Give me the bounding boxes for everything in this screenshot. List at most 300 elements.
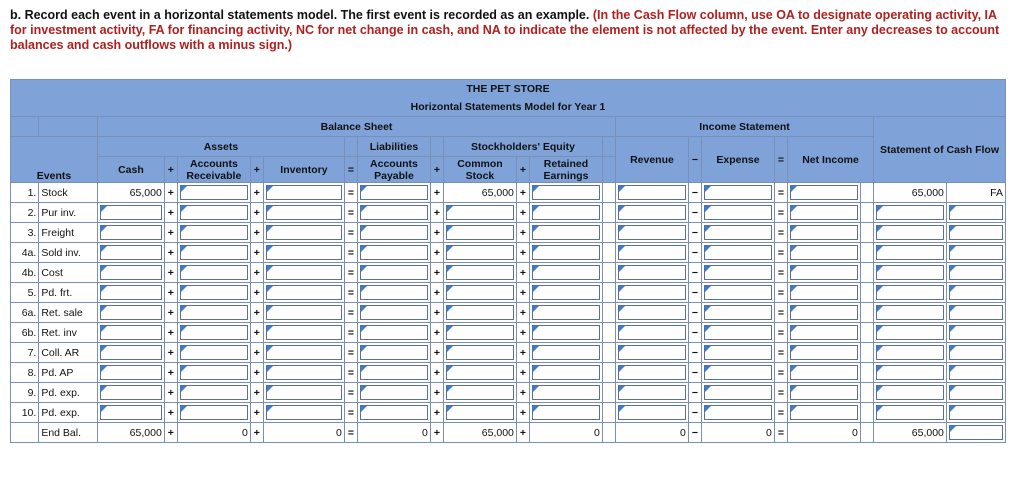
expense-cell[interactable] (702, 203, 775, 223)
cash-cell[interactable] (98, 263, 165, 283)
table-row (11, 263, 1006, 283)
retained-earnings-cell[interactable] (530, 323, 603, 343)
expense-cell-input[interactable] (704, 245, 772, 260)
cash-flow-type-cell[interactable] (946, 363, 1005, 383)
end-cash-flow-type-cell-input[interactable] (949, 425, 1003, 440)
cash-flow-cell[interactable] (874, 203, 947, 223)
inventory-cell[interactable] (263, 223, 344, 243)
cash-flow-cell-input[interactable] (876, 205, 944, 220)
cash-cell-input[interactable] (100, 205, 162, 220)
expense-cell-input[interactable] (704, 285, 772, 300)
ar-cell-input[interactable] (180, 225, 248, 240)
input-marker-icon (101, 326, 107, 332)
retained-earnings-cell[interactable] (530, 363, 603, 383)
expense-cell-input[interactable] (704, 185, 772, 200)
cash-cell[interactable] (98, 383, 165, 403)
net-income-cell[interactable] (788, 383, 861, 403)
cash-flow-cell-input[interactable] (876, 265, 944, 280)
net-income-cell[interactable] (788, 263, 861, 283)
input-marker-icon (361, 246, 367, 252)
ar-cell-input[interactable] (180, 285, 248, 300)
end-cash-flow-type-cell[interactable] (946, 423, 1005, 443)
expense-header: Expense (702, 137, 775, 183)
retained-earnings-cell[interactable] (530, 183, 603, 203)
retained-earnings-cell-input[interactable] (532, 185, 600, 200)
inventory-cell-input[interactable] (266, 265, 342, 280)
revenue-cell[interactable] (616, 283, 689, 303)
cash-flow-type-cell[interactable] (946, 263, 1005, 283)
inventory-cell-input[interactable] (266, 405, 342, 420)
ar-cell-input[interactable] (180, 385, 248, 400)
net-income-cell[interactable] (788, 203, 861, 223)
common-stock-cell[interactable] (444, 243, 517, 263)
input-marker-icon (101, 406, 107, 412)
common-stock-cell[interactable] (444, 303, 517, 323)
cash-flow-cell-input[interactable] (876, 285, 944, 300)
net-income-cell-input[interactable] (790, 385, 858, 400)
revenue-cell-input[interactable] (618, 205, 686, 220)
cash-flow-type-cell[interactable] (946, 203, 1005, 223)
retained-earnings-cell-input[interactable] (532, 325, 600, 340)
inventory-cell-input[interactable] (266, 285, 342, 300)
cash-cell[interactable] (98, 403, 165, 423)
revenue-cell[interactable] (616, 243, 689, 263)
retained-earnings-cell-input[interactable] (532, 305, 600, 320)
cash-cell-input[interactable] (100, 265, 162, 280)
retained-earnings-cell-input[interactable] (532, 265, 600, 280)
revenue-cell[interactable] (616, 363, 689, 383)
common-stock-cell-input[interactable] (446, 405, 514, 420)
minus-op: − (688, 363, 701, 383)
ap-cell-input[interactable] (360, 185, 428, 200)
net-income-cell-input[interactable] (790, 345, 858, 360)
table-row (11, 183, 1006, 203)
net-income-cell[interactable] (788, 323, 861, 343)
common-stock-cell-input[interactable] (446, 265, 514, 280)
plus-op: + (250, 403, 263, 423)
net-income-cell-input[interactable] (790, 265, 858, 280)
cash-flow-type-cell-input[interactable] (949, 325, 1003, 340)
common-stock-cell-input[interactable] (446, 205, 514, 220)
ap-cell-input[interactable] (360, 305, 428, 320)
cash-flow-cell-input[interactable] (876, 405, 944, 420)
retained-earnings-cell-input[interactable] (532, 405, 600, 420)
cash-cell[interactable] (98, 223, 165, 243)
revenue-cell-input[interactable] (618, 225, 686, 240)
common-stock-cell-input[interactable] (446, 225, 514, 240)
ap-cell[interactable] (358, 243, 431, 263)
expense-cell-input[interactable] (704, 225, 772, 240)
inventory-cell[interactable] (263, 403, 344, 423)
revenue-cell[interactable] (616, 183, 689, 203)
cash-flow-cell-input[interactable] (876, 245, 944, 260)
cash-flow-cell-input[interactable] (876, 345, 944, 360)
expense-cell-input[interactable] (704, 405, 772, 420)
input-marker-icon (791, 346, 797, 352)
inventory-cell-input[interactable] (266, 185, 342, 200)
ap-cell-input[interactable] (360, 205, 428, 220)
ap-cell[interactable] (358, 303, 431, 323)
ar-cell[interactable] (177, 303, 250, 323)
revenue-cell-input[interactable] (618, 245, 686, 260)
expense-cell[interactable] (702, 323, 775, 343)
common-stock-cell-input[interactable] (446, 245, 514, 260)
cash-flow-type-cell[interactable] (946, 403, 1005, 423)
ap-cell[interactable] (358, 263, 431, 283)
ar-cell-input[interactable] (180, 365, 248, 380)
cash-flow-cell[interactable] (874, 403, 947, 423)
ar-cell[interactable] (177, 223, 250, 243)
ap-cell[interactable] (358, 343, 431, 363)
cash-flow-cell[interactable] (874, 323, 947, 343)
ap-cell[interactable] (358, 283, 431, 303)
ar-cell[interactable] (177, 383, 250, 403)
inventory-cell-input[interactable] (266, 365, 342, 380)
common-stock-cell[interactable] (444, 283, 517, 303)
ar-cell-input[interactable] (180, 405, 248, 420)
common-stock-cell[interactable] (444, 203, 517, 223)
cash-cell-input[interactable] (100, 325, 162, 340)
net-income-cell-input[interactable] (790, 285, 858, 300)
ar-cell-input[interactable] (180, 205, 248, 220)
ap-cell[interactable] (358, 223, 431, 243)
common-stock-cell[interactable] (444, 363, 517, 383)
net-income-cell-input[interactable] (790, 405, 858, 420)
common-stock-cell-input[interactable] (446, 345, 514, 360)
retained-earnings-cell[interactable] (530, 263, 603, 283)
cash-cell-input[interactable] (100, 225, 162, 240)
common-stock-cell[interactable] (444, 343, 517, 363)
revenue-cell-input[interactable] (618, 265, 686, 280)
ar-cell[interactable] (177, 263, 250, 283)
common-stock-cell[interactable] (444, 223, 517, 243)
net-income-cell-input[interactable] (790, 185, 858, 200)
retained-earnings-cell[interactable] (530, 203, 603, 223)
ar-cell[interactable] (177, 343, 250, 363)
ar-cell[interactable] (177, 203, 250, 223)
revenue-cell[interactable] (616, 383, 689, 403)
expense-cell[interactable] (702, 223, 775, 243)
retained-earnings-cell-input[interactable] (532, 365, 600, 380)
ar-cell[interactable] (177, 363, 250, 383)
cash-flow-type-cell-input[interactable] (949, 385, 1003, 400)
ap-cell[interactable] (358, 383, 431, 403)
expense-cell[interactable] (702, 183, 775, 203)
ar-cell-input[interactable] (180, 185, 248, 200)
inventory-cell-input[interactable] (266, 205, 342, 220)
end-inventory: 0 (263, 423, 344, 443)
inventory-cell[interactable] (263, 363, 344, 383)
revenue-cell-input[interactable] (618, 345, 686, 360)
ap-cell[interactable] (358, 323, 431, 343)
ap-cell-input[interactable] (360, 225, 428, 240)
revenue-cell[interactable] (616, 403, 689, 423)
net-income-cell-input[interactable] (790, 205, 858, 220)
input-marker-icon (950, 206, 956, 212)
ap-cell[interactable] (358, 183, 431, 203)
cash-cell-input[interactable] (100, 285, 162, 300)
cash-flow-cell[interactable] (874, 263, 947, 283)
retained-earnings-cell-input[interactable] (532, 205, 600, 220)
input-marker-icon (619, 286, 625, 292)
cash-flow-type-cell-input[interactable] (949, 345, 1003, 360)
ap-cell[interactable] (358, 203, 431, 223)
input-marker-icon (181, 286, 187, 292)
ar-cell[interactable] (177, 183, 250, 203)
inventory-cell[interactable] (263, 283, 344, 303)
retained-earnings-cell[interactable] (530, 243, 603, 263)
net-income-cell-input[interactable] (790, 365, 858, 380)
common-stock-cell[interactable] (444, 403, 517, 423)
expense-cell-input[interactable] (704, 345, 772, 360)
plus-op: + (164, 423, 177, 443)
cash-flow-cell-input[interactable] (876, 365, 944, 380)
inventory-cell-input[interactable] (266, 245, 342, 260)
expense-cell[interactable] (702, 303, 775, 323)
inventory-cell-input[interactable] (266, 325, 342, 340)
ap-cell-input[interactable] (360, 345, 428, 360)
input-marker-icon (533, 326, 539, 332)
ar-cell[interactable] (177, 323, 250, 343)
cash-flow-cell[interactable] (874, 363, 947, 383)
cash-flow-cell[interactable] (874, 303, 947, 323)
cash-cell-input[interactable] (100, 385, 162, 400)
inventory-cell[interactable] (263, 343, 344, 363)
expense-cell-input[interactable] (704, 365, 772, 380)
input-marker-icon (950, 266, 956, 272)
ar-cell[interactable] (177, 283, 250, 303)
common-stock-cell-input[interactable] (446, 305, 514, 320)
end-cash-flow: 65,000 (874, 423, 947, 443)
expense-cell[interactable] (702, 383, 775, 403)
revenue-cell-input[interactable] (618, 405, 686, 420)
inventory-cell[interactable] (263, 183, 344, 203)
cash-flow-cell[interactable] (874, 243, 947, 263)
cash-flow-type-cell-input[interactable] (949, 365, 1003, 380)
cash-cell[interactable] (98, 363, 165, 383)
expense-cell[interactable] (702, 403, 775, 423)
net-income-cell[interactable] (788, 223, 861, 243)
expense-cell[interactable] (702, 343, 775, 363)
ar-cell-input[interactable] (180, 245, 248, 260)
inventory-cell-input[interactable] (266, 225, 342, 240)
input-marker-icon (619, 226, 625, 232)
revenue-cell-input[interactable] (618, 365, 686, 380)
cash-flow-type-cell[interactable] (946, 343, 1005, 363)
cash-flow-cell[interactable] (874, 283, 947, 303)
cash-flow-cell[interactable] (874, 383, 947, 403)
cash-cell-input[interactable] (100, 305, 162, 320)
cash-cell[interactable] (98, 243, 165, 263)
cash-flow-type-cell-input[interactable] (949, 225, 1003, 240)
cash-flow-type-cell[interactable] (946, 243, 1005, 263)
inventory-cell[interactable] (263, 203, 344, 223)
ar-cell-input[interactable] (180, 305, 248, 320)
ar-cell[interactable] (177, 403, 250, 423)
input-marker-icon (705, 226, 711, 232)
net-income-cell-input[interactable] (790, 225, 858, 240)
plus-op: + (430, 223, 443, 243)
cash-cell-input[interactable] (100, 245, 162, 260)
retained-earnings-cell-input[interactable] (532, 385, 600, 400)
cash-flow-cell-input[interactable] (876, 305, 944, 320)
input-marker-icon (619, 326, 625, 332)
cash-flow-type-cell[interactable] (946, 283, 1005, 303)
cash-flow-type-cell[interactable] (946, 303, 1005, 323)
revenue-cell[interactable] (616, 203, 689, 223)
expense-cell-input[interactable] (704, 205, 772, 220)
retained-earnings-cell-input[interactable] (532, 225, 600, 240)
cash-flow-type-cell-input[interactable] (949, 245, 1003, 260)
input-marker-icon (447, 346, 453, 352)
retained-earnings-cell[interactable] (530, 343, 603, 363)
cash-flow-type-cell-input[interactable] (949, 265, 1003, 280)
inventory-cell-input[interactable] (266, 385, 342, 400)
input-marker-icon (181, 386, 187, 392)
ap-cell-input[interactable] (360, 245, 428, 260)
inventory-cell-input[interactable] (266, 345, 342, 360)
inventory-cell[interactable] (263, 383, 344, 403)
revenue-cell-input[interactable] (618, 185, 686, 200)
ap-cell-input[interactable] (360, 385, 428, 400)
revenue-cell-input[interactable] (618, 285, 686, 300)
expense-cell-input[interactable] (704, 325, 772, 340)
expense-cell-input[interactable] (704, 305, 772, 320)
expense-cell-input[interactable] (704, 385, 772, 400)
revenue-cell[interactable] (616, 343, 689, 363)
input-marker-icon (619, 406, 625, 412)
retained-earnings-cell-input[interactable] (532, 245, 600, 260)
cash-cell[interactable] (98, 303, 165, 323)
revenue-cell-input[interactable] (618, 305, 686, 320)
cash-flow-cell-input[interactable] (876, 225, 944, 240)
plus-op: + (430, 183, 443, 203)
plus-op: + (516, 183, 529, 203)
common-stock-cell[interactable] (444, 383, 517, 403)
cash-flow-type-cell[interactable] (946, 323, 1005, 343)
ap-cell-input[interactable] (360, 285, 428, 300)
inventory-cell-input[interactable] (266, 305, 342, 320)
ap-cell[interactable] (358, 363, 431, 383)
inventory-cell[interactable] (263, 303, 344, 323)
cash-flow-type-cell[interactable] (946, 223, 1005, 243)
expense-cell-input[interactable] (704, 265, 772, 280)
table-row (11, 283, 1006, 303)
revenue-cell-input[interactable] (618, 385, 686, 400)
common-stock-cell-input[interactable] (446, 365, 514, 380)
cash-cell[interactable] (98, 283, 165, 303)
retained-earnings-cell-input[interactable] (532, 345, 600, 360)
common-stock-cell-input[interactable] (446, 385, 514, 400)
cash-flow-cell-input[interactable] (876, 325, 944, 340)
retained-earnings-cell[interactable] (530, 223, 603, 243)
cash-cell-input[interactable] (100, 365, 162, 380)
input-marker-icon (877, 226, 883, 232)
ap-cell-input[interactable] (360, 265, 428, 280)
input-marker-icon (181, 266, 187, 272)
cash-cell[interactable] (98, 203, 165, 223)
common-stock-cell[interactable] (444, 323, 517, 343)
net-income-cell[interactable] (788, 183, 861, 203)
net-income-cell-input[interactable] (790, 325, 858, 340)
plus-op: + (430, 383, 443, 403)
event-name: Stock (39, 183, 98, 203)
ar-cell-input[interactable] (180, 345, 248, 360)
cash-cell[interactable] (98, 343, 165, 363)
net-income-cell-input[interactable] (790, 245, 858, 260)
common-stock-cell[interactable] (444, 263, 517, 283)
cash-flow-type-cell-input[interactable] (949, 305, 1003, 320)
ap-cell[interactable] (358, 403, 431, 423)
cash-flow-cell[interactable] (874, 343, 947, 363)
expense-cell[interactable] (702, 263, 775, 283)
ar-cell-input[interactable] (180, 325, 248, 340)
net-income-cell[interactable] (788, 363, 861, 383)
cash-flow-cell[interactable] (874, 223, 947, 243)
revenue-cell[interactable] (616, 303, 689, 323)
ap-cell-input[interactable] (360, 365, 428, 380)
cash-cell[interactable] (98, 323, 165, 343)
common-stock-cell-input[interactable] (446, 325, 514, 340)
input-marker-icon (267, 206, 273, 212)
expense-cell[interactable] (702, 283, 775, 303)
input-marker-icon (101, 206, 107, 212)
expense-cell[interactable] (702, 363, 775, 383)
ap-cell-input[interactable] (360, 325, 428, 340)
revenue-cell[interactable] (616, 263, 689, 283)
retained-earnings-cell[interactable] (530, 303, 603, 323)
input-marker-icon (950, 226, 956, 232)
expense-cell[interactable] (702, 243, 775, 263)
ar-cell[interactable] (177, 243, 250, 263)
cash-cell-input[interactable] (100, 345, 162, 360)
plus-op: + (516, 263, 529, 283)
cash-cell-input[interactable] (100, 405, 162, 420)
inventory-cell[interactable] (263, 323, 344, 343)
cash-flow-type-cell-input[interactable] (949, 205, 1003, 220)
revenue-cell[interactable] (616, 323, 689, 343)
retained-earnings-cell[interactable] (530, 383, 603, 403)
common-stock-cell-input[interactable] (446, 285, 514, 300)
plus-op: + (516, 363, 529, 383)
input-marker-icon (533, 366, 539, 372)
net-income-cell[interactable] (788, 303, 861, 323)
net-income-cell[interactable] (788, 243, 861, 263)
inventory-cell[interactable] (263, 243, 344, 263)
revenue-cell[interactable] (616, 223, 689, 243)
net-income-cell-input[interactable] (790, 305, 858, 320)
net-income-cell[interactable] (788, 403, 861, 423)
net-income-cell[interactable] (788, 343, 861, 363)
input-marker-icon (267, 386, 273, 392)
retained-earnings-cell[interactable] (530, 283, 603, 303)
cash-flow-cell-input[interactable] (876, 385, 944, 400)
input-marker-icon (791, 246, 797, 252)
end-balance-row (11, 423, 1006, 443)
cash-flow-type-cell[interactable] (946, 383, 1005, 403)
revenue-cell-input[interactable] (618, 325, 686, 340)
input-marker-icon (533, 266, 539, 272)
retained-earnings-cell-input[interactable] (532, 285, 600, 300)
cash-flow-type-cell-input[interactable] (949, 285, 1003, 300)
ar-cell-input[interactable] (180, 265, 248, 280)
input-marker-icon (705, 326, 711, 332)
cash-flow-type-cell-input[interactable] (949, 405, 1003, 420)
inventory-cell[interactable] (263, 263, 344, 283)
retained-earnings-cell[interactable] (530, 403, 603, 423)
ap-cell-input[interactable] (360, 405, 428, 420)
net-income-cell[interactable] (788, 283, 861, 303)
